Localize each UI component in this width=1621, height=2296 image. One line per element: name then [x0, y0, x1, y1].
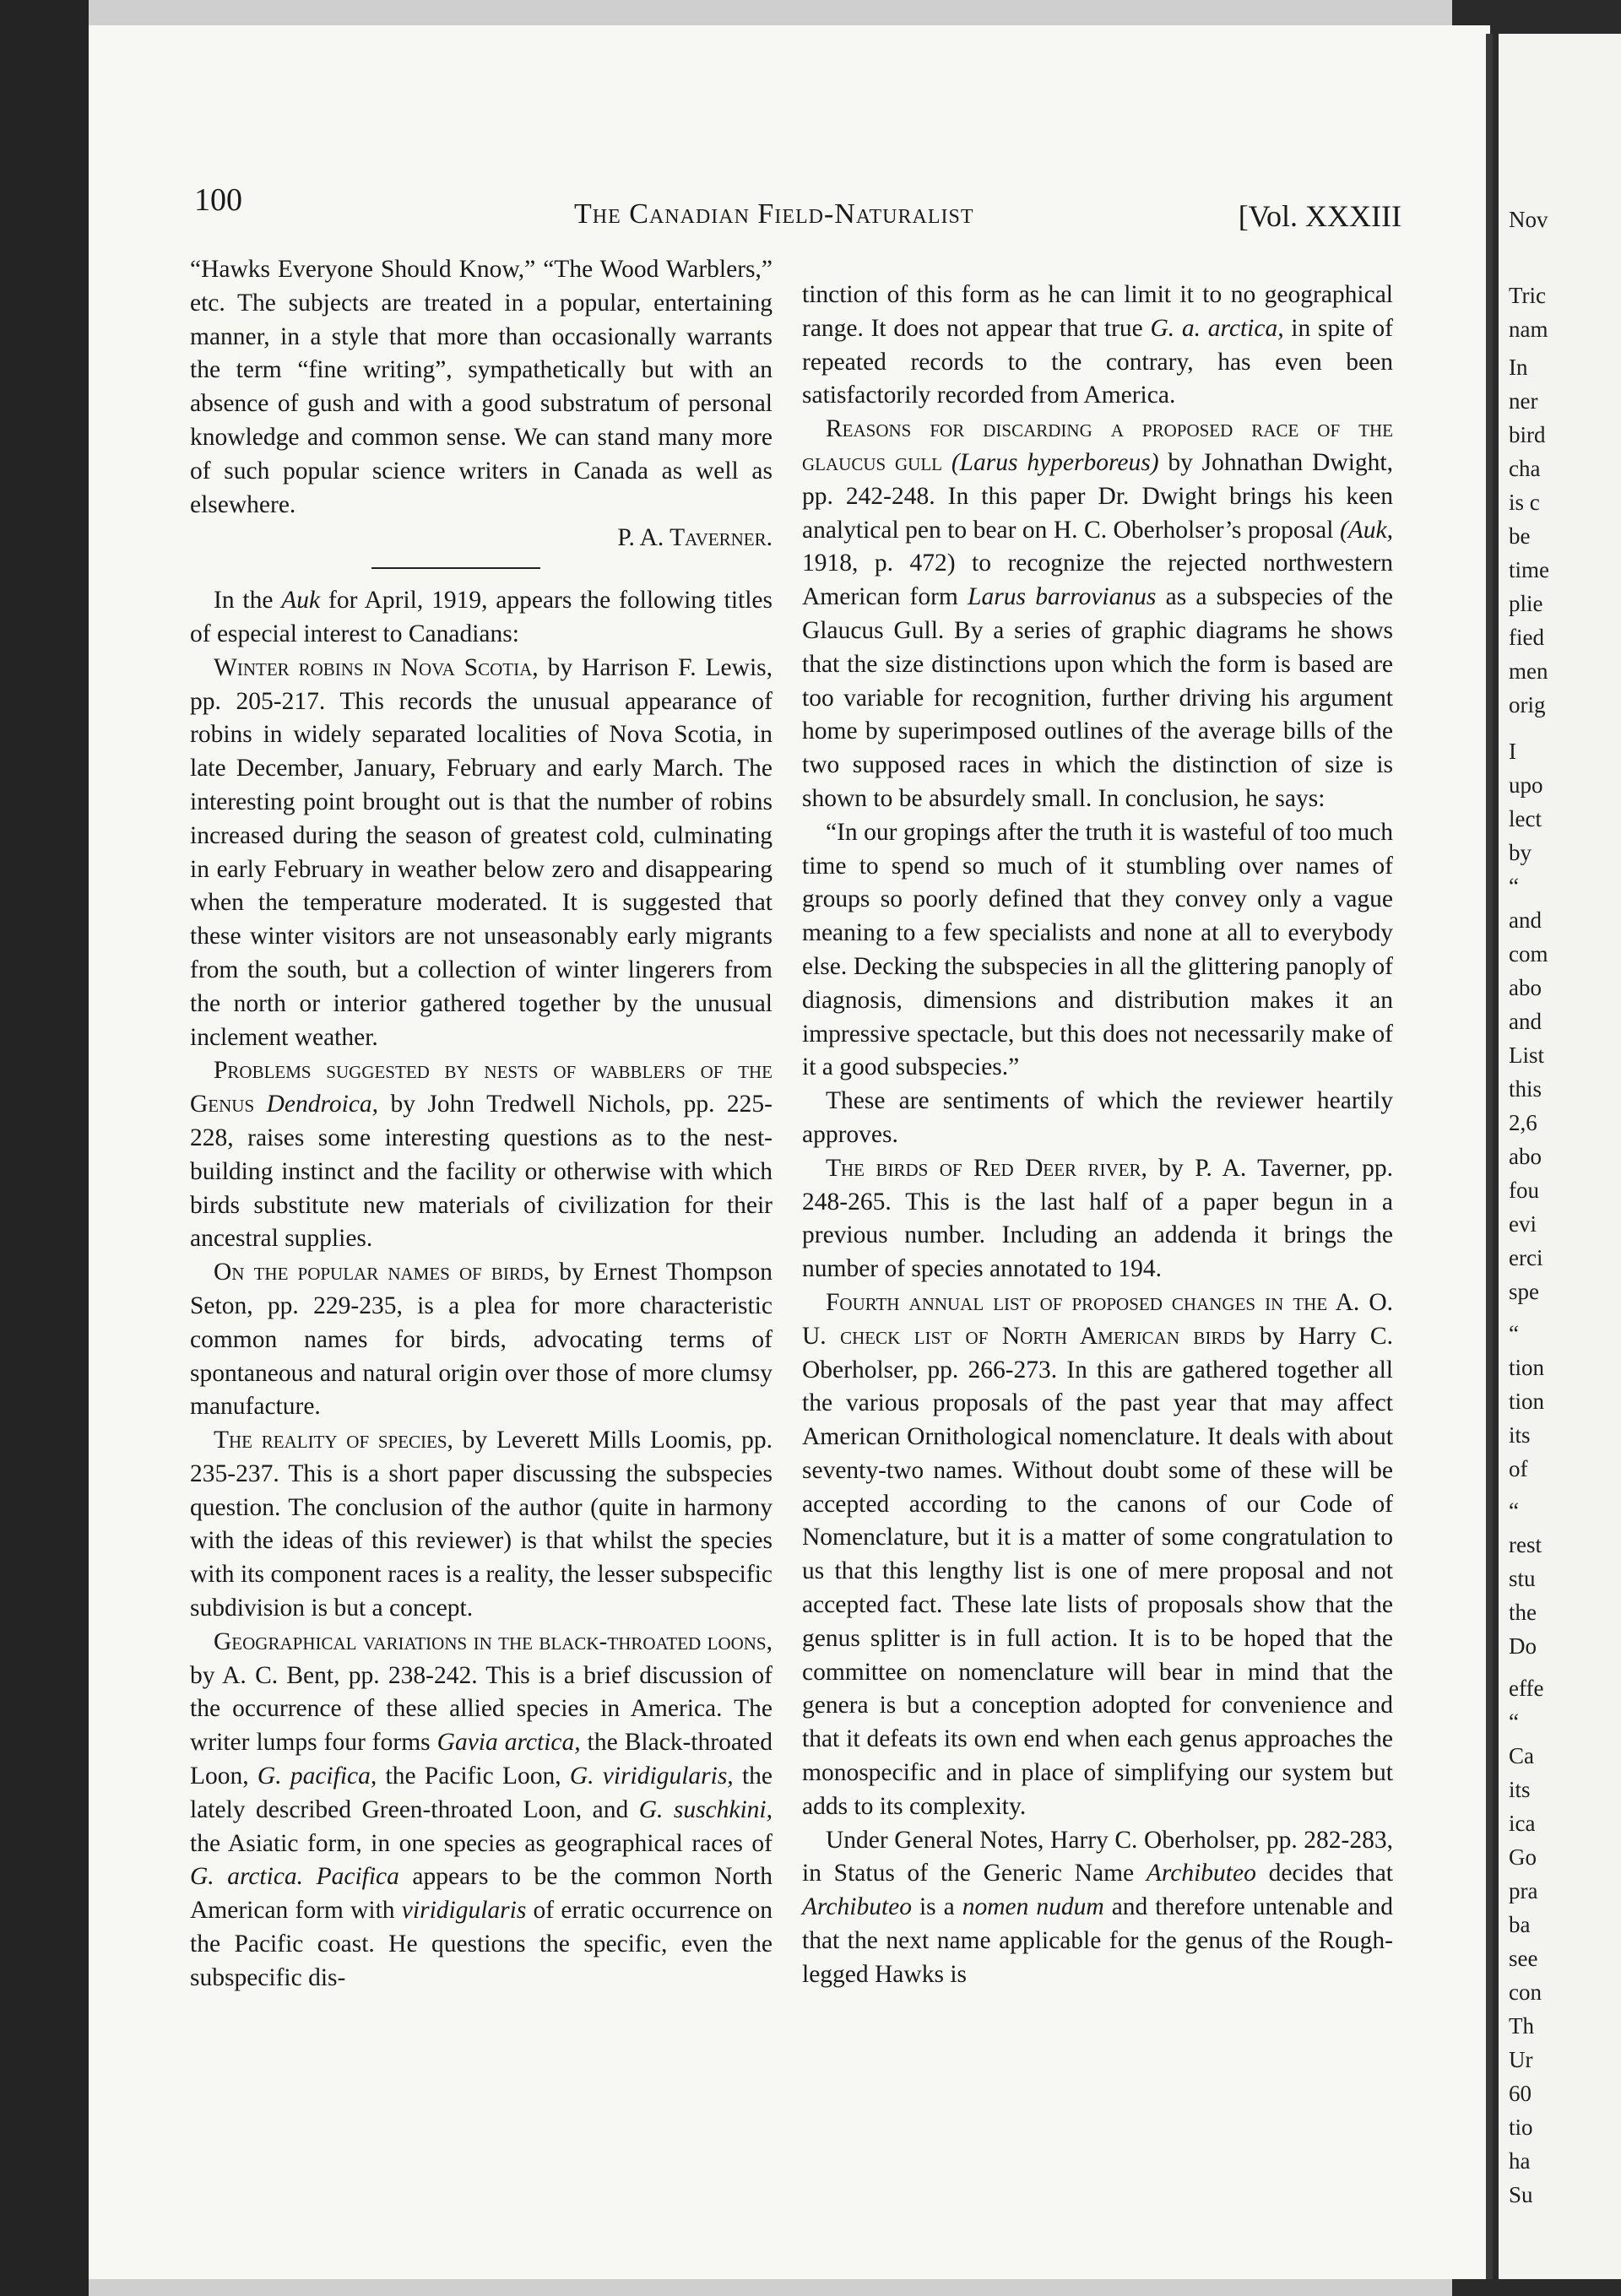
right-column [802, 279, 1393, 1992]
paragraph-winter-robins: Winter robins in Nova Scotia, by Harrison F. Lewis, pp. 205-217. This records the unusual appearance of robins in widely separated localities of Nova Scotia, in late December, January, February and early March. The interesting point brought out is that the number of robins increased during the season of greatest cold, culminating in early February in weather below zero and disappearing when the temperature moderated. It is suggested that these winter visitors are not unseasonably early migrants from the south, but a collection of winter lingerers from the north or interior gathered together by the unusual inclement weather. [190, 653, 773, 1051]
next-page-fragment: its [1509, 1422, 1531, 1448]
running-header [194, 173, 1401, 232]
paragraph-review-end: “Hawks Everyone Should Know,” “The Wood Warblers,” etc. The subjects are treated in a popular, entertaining manner, in a style that more than occasionally warrants the term “fine writing”, sympathetically but with an absence of gush and with a good substratum of personal knowledge and common sense. We can stand many more of such popular science writers in Canada as well as elsewhere. [190, 256, 773, 518]
next-page-fragment: lect [1509, 806, 1542, 831]
next-page-fragment: Su [1509, 2182, 1533, 2207]
next-page-fragment: ha [1509, 2148, 1531, 2174]
next-page-fragment: rest [1509, 1532, 1542, 1557]
next-page-fragment: be [1509, 523, 1531, 549]
paragraph-aou-list: Fourth annual list of proposed changes in the A. O. U. check list of North American birds by Harry C. Oberholser, pp. 266-273. In this are gathered together all the various proposals of the past year that may affect American Ornithological nomenclature. It deals with about seventy-two names. Without doubt some of these will be accepted according to the canons of our Code of Nomenclature, but it is a matter of some congratulation to us that this lengthy list is one of mere proposal and not accepted fact. These late lists of proposals show that the genus splitter is in full action. It is to be hoped that the committee on nomenclature will bear in mind that the genera is but a conception adopted for convenience and that it defeats its own end when each genus approaches the monospecific and in place of simplifying our system but adds to its complexity. [802, 1288, 1393, 1820]
next-page-fragment: time [1509, 557, 1549, 582]
paragraph-reviewer-approval: These are sentiments of which the reviewer heartily approves. [802, 1087, 1393, 1148]
next-page-fragment: abo [1509, 975, 1542, 1000]
next-page-fragment: 2,6 [1509, 1110, 1537, 1135]
next-page-fragment: erci [1509, 1245, 1543, 1270]
next-page-fragment: List [1509, 1042, 1545, 1068]
next-page-fragment: the [1509, 1600, 1537, 1625]
next-page-fragment: see [1509, 1946, 1538, 1971]
next-page-fragment: its [1509, 1777, 1531, 1802]
next-page-fragment: orig [1509, 692, 1546, 718]
next-page-fragment: Ur [1509, 2047, 1533, 2072]
next-page-fragment: 60 [1509, 2081, 1532, 2106]
journal-title: The Canadian Field-Naturalist [574, 198, 974, 230]
next-page-fragment: In [1509, 355, 1528, 380]
next-page-fragment: evi [1509, 1211, 1537, 1237]
next-page-fragment: of [1509, 1456, 1528, 1481]
paragraph-popular-names: On the popular names of birds, by Ernest Thompson Seton, pp. 229-235, is a plea for more characteristic common names for birds, advocating terms of spontaneous and natural origin over those of more clumsy manufacture. [190, 1259, 773, 1421]
page-number: 100 [194, 182, 242, 218]
next-page-edge [1499, 34, 1621, 2279]
next-page-fragment: ba [1509, 1912, 1531, 1937]
paragraph-red-deer: The birds of Red Deer river, by P. A. Taverner, pp. 248-265. This is the last half of a paper begun in a previous number. Including an addenda it brings the number of species annotated to 194. [802, 1154, 1393, 1283]
paragraph-auk-intro: In the Auk for April, 1919, appears the following titles of especial interest to Canadians: [190, 587, 773, 647]
article-title: The birds of Red Deer river, [826, 1154, 1147, 1182]
next-page-fragment: tion [1509, 1389, 1545, 1414]
next-page-fragment: is c [1509, 490, 1540, 515]
next-page-fragment: “ [1509, 1709, 1519, 1735]
next-page-fragment: tion [1509, 1355, 1545, 1380]
paragraph-dendroica: Problems suggested by nests of wabblers of the Genus Dendroica, by John Tredwell Nichols, pp. 225-228, raises some interesting questions as to the nest-building instinct and the facility or otherwise with which birds substitute new materials of civilization for their ancestral supplies. [190, 1057, 773, 1253]
next-page-fragment: abo [1509, 1144, 1542, 1169]
paragraph-archibuteo: Under General Notes, Harry C. Oberholser, pp. 282-283, in Status of the Generic Name Archibuteo decides that Archibuteo is a nomen nudum and therefore untenable and that the next name applicable for the genus of the Rough-legged Hawks is [802, 1826, 1393, 1988]
next-page-fragment: Th [1509, 2013, 1534, 2039]
next-page-fragment: men [1509, 658, 1548, 684]
next-page-fragment: pra [1509, 1878, 1538, 1903]
next-page-fragment: effe [1509, 1676, 1544, 1701]
next-page-fragment: by [1509, 840, 1532, 865]
next-page-fragment: bird [1509, 422, 1546, 447]
next-page-fragment: Go [1509, 1844, 1537, 1870]
next-page-fragment: fied [1509, 625, 1544, 650]
scan-border-left [0, 0, 89, 2296]
next-page-fragment: Tric [1509, 283, 1547, 308]
next-page-fragment: Ca [1509, 1743, 1534, 1768]
next-page-fragment: Nov [1509, 207, 1548, 232]
paragraph-reality-species: The reality of species, by Leverett Mills Loomis, pp. 235-237. This is a short paper discussing the subspecies question. The conclusion of the author (quite in harmony with the ideas of this reviewer) is that whilst the species with its component races is a reality, the lesser subspecific subdivision is but a concept. [190, 1427, 773, 1622]
article-title: Problems suggested by nests of wabblers of the Genus [190, 1057, 773, 1118]
volume-label: [Vol. XXXIII [1238, 199, 1401, 233]
next-page-fragment: ner [1509, 388, 1538, 414]
paragraph-loons-continued: tinction of this form as he can limit it to no geographical range. It does not appear that true G. a. arctica, in spite of repeated records to the contrary, has even been satisfactorily recorded from America. [802, 281, 1393, 409]
next-page-fragment: tio [1509, 2115, 1533, 2140]
next-page-fragment: this [1509, 1076, 1542, 1102]
next-page-fragment: and [1509, 1009, 1542, 1034]
article-title: On the popular names of birds, [214, 1259, 550, 1286]
paragraph-quote: “In our gropings after the truth it is wasteful of too much time to spend so much of it stumbling over names of groups so poorly defined that they convey only a vague meaning to a few specialists and none at all to everybody else. Decking the subspecies in all the glittering panoply of diagnosis, dimensions and distribution makes it an impressive spectacle, but this does not necessarily make of it a good subspecies.” [802, 818, 1393, 1081]
article-title: Winter robins in Nova Scotia, [214, 653, 539, 681]
paragraph-glaucus-gull: Reasons for discarding a proposed race of the glaucus gull (Larus hyperboreus) by Johnathan Dwight, pp. 242-248. In this paper Dr. Dwight brings his keen analytical pen to bear on H. C. Oberholser’s proposal (Auk, 1918, p. 472) to recognize the rejected northwestern American form Larus barrovianus as a subspecies of the Glaucus Gull. By a series of graphic diagrams he shows that the size distinctions upon which the form is based are too variable for recognition, further driving his argument home by superimposed outlines of the average bills of the two supposed races in which the distinction of size is shown to be absurdely small. In conclusion, he says: [802, 415, 1393, 812]
article-title: Reasons for discarding a proposed race of the glaucus gull [802, 415, 1393, 476]
next-page-fragment: cha [1509, 456, 1541, 481]
next-page-fragment: spe [1509, 1279, 1539, 1304]
next-page-fragment: nam [1509, 317, 1548, 342]
next-page-fragment: con [1509, 1979, 1542, 2005]
signature: P. A. Taverner. [617, 524, 773, 552]
next-page-fragment: com [1509, 941, 1548, 967]
next-page-fragment: “ [1509, 874, 1519, 899]
next-page-fragment: Do [1509, 1633, 1537, 1659]
left-column [190, 253, 773, 1995]
next-page-fragment: stu [1509, 1566, 1536, 1591]
next-page-fragment: I [1509, 739, 1516, 764]
next-page-fragment: upo [1509, 772, 1543, 798]
next-page-fragment: plie [1509, 591, 1543, 616]
paragraph-loons: Geographical variations in the black-throated loons, by A. C. Bent, pp. 238-242. This is a brief discussion of the occurrence of these allied species in America. The writer lumps four forms Gavia arctica, the Black-throated Loon, G. pacifica, the Pacific Loon, G. viridigularis, the lately described Green-throated Loon, and G. suschkini, the Asiatic form, in one species as geographical races of G. arctica. Pacifica appears to be the common North American form with viridigularis of erratic occurrence on the Pacific coast. He questions the specific, even the subspecific dis- [190, 1627, 773, 1991]
book-spine [1486, 34, 1493, 2279]
article-title: Geographical variations in the black-throated loons, [214, 1627, 773, 1655]
next-page-fragment: fou [1509, 1178, 1539, 1203]
article-title: Fourth annual list of proposed changes in the A. O. U. check list of North American birds [802, 1288, 1393, 1350]
section-divider [371, 567, 540, 569]
journal-name-auk: Auk [281, 587, 321, 615]
next-page-fragment: “ [1509, 1498, 1519, 1524]
next-page-fragment: “ [1509, 1321, 1519, 1346]
article-title: The reality of species, [214, 1427, 453, 1454]
next-page-fragment: and [1509, 907, 1542, 933]
next-page-fragment: ica [1509, 1811, 1536, 1836]
